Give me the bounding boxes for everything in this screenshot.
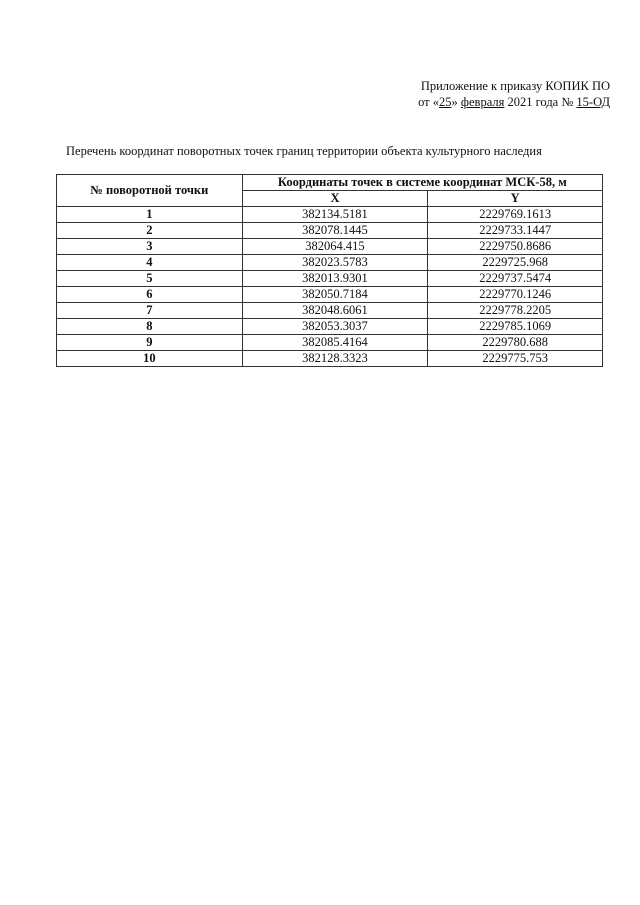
coordinates-table bbox=[56, 174, 603, 367]
point-number-cell: 9 bbox=[57, 335, 243, 351]
header-x: X bbox=[242, 191, 428, 207]
table-row bbox=[57, 223, 603, 239]
y-coordinate-cell: 2229737.5474 bbox=[428, 271, 603, 287]
table-row bbox=[57, 271, 603, 287]
y-coordinate-cell: 2229785.1069 bbox=[428, 319, 603, 335]
header-y: Y bbox=[428, 191, 603, 207]
point-number-cell: 7 bbox=[57, 303, 243, 319]
annex-line-order: Приложение к приказу КОПИК ПО bbox=[420, 79, 610, 93]
annex-date-year: 2021 года № bbox=[504, 95, 577, 109]
table-row bbox=[57, 319, 603, 335]
annex-date-prefix: от « bbox=[418, 95, 440, 109]
x-coordinate-cell: 382048.6061 bbox=[242, 303, 428, 319]
point-number-cell: 4 bbox=[57, 255, 243, 271]
y-coordinate-cell: 2229770.1246 bbox=[428, 287, 603, 303]
x-coordinate-cell: 382078.1445 bbox=[242, 223, 428, 239]
y-coordinate-cell: 2229775.753 bbox=[428, 351, 603, 367]
table-row bbox=[57, 239, 603, 255]
annex-day: 25 bbox=[439, 95, 452, 109]
point-number-cell: 1 bbox=[57, 207, 243, 223]
x-coordinate-cell: 382050.7184 bbox=[242, 287, 428, 303]
y-coordinate-cell: 2229733.1447 bbox=[428, 223, 603, 239]
x-coordinate-cell: 382013.9301 bbox=[242, 271, 428, 287]
x-coordinate-cell: 382053.3037 bbox=[242, 319, 428, 335]
point-number-cell: 8 bbox=[57, 319, 243, 335]
header-coordinates: Координаты точек в системе координат МСК-58, м bbox=[242, 175, 602, 191]
point-number-cell: 6 bbox=[57, 287, 243, 303]
y-coordinate-cell: 2229780.688 bbox=[428, 335, 603, 351]
x-coordinate-cell: 382023.5783 bbox=[242, 255, 428, 271]
point-number-cell: 3 bbox=[57, 239, 243, 255]
x-coordinate-cell: 382064.415 bbox=[242, 239, 428, 255]
table-header-row bbox=[57, 175, 603, 191]
table-row bbox=[57, 351, 603, 367]
annex-date-mid: » bbox=[451, 95, 461, 109]
annex-order-number: 15-ОД bbox=[576, 95, 610, 109]
table-row bbox=[57, 255, 603, 271]
y-coordinate-cell: 2229769.1613 bbox=[428, 207, 603, 223]
annex-month: февраля bbox=[460, 95, 505, 109]
table-body bbox=[57, 207, 603, 367]
point-number-cell: 2 bbox=[57, 223, 243, 239]
y-coordinate-cell: 2229725.968 bbox=[428, 255, 603, 271]
point-number-cell: 10 bbox=[57, 351, 243, 367]
table-row bbox=[57, 303, 603, 319]
document-title: Перечень координат поворотных точек границ территории объекта культурного наследия bbox=[66, 144, 542, 158]
y-coordinate-cell: 2229778.2205 bbox=[428, 303, 603, 319]
x-coordinate-cell: 382134.5181 bbox=[242, 207, 428, 223]
header-point-number: № поворотной точки bbox=[57, 175, 243, 207]
table-row bbox=[57, 207, 603, 223]
annex-header bbox=[418, 78, 610, 110]
annex-line-date bbox=[418, 94, 610, 110]
x-coordinate-cell: 382128.3323 bbox=[242, 351, 428, 367]
x-coordinate-cell: 382085.4164 bbox=[242, 335, 428, 351]
y-coordinate-cell: 2229750.8686 bbox=[428, 239, 603, 255]
table-row bbox=[57, 335, 603, 351]
point-number-cell: 5 bbox=[57, 271, 243, 287]
table-row bbox=[57, 287, 603, 303]
